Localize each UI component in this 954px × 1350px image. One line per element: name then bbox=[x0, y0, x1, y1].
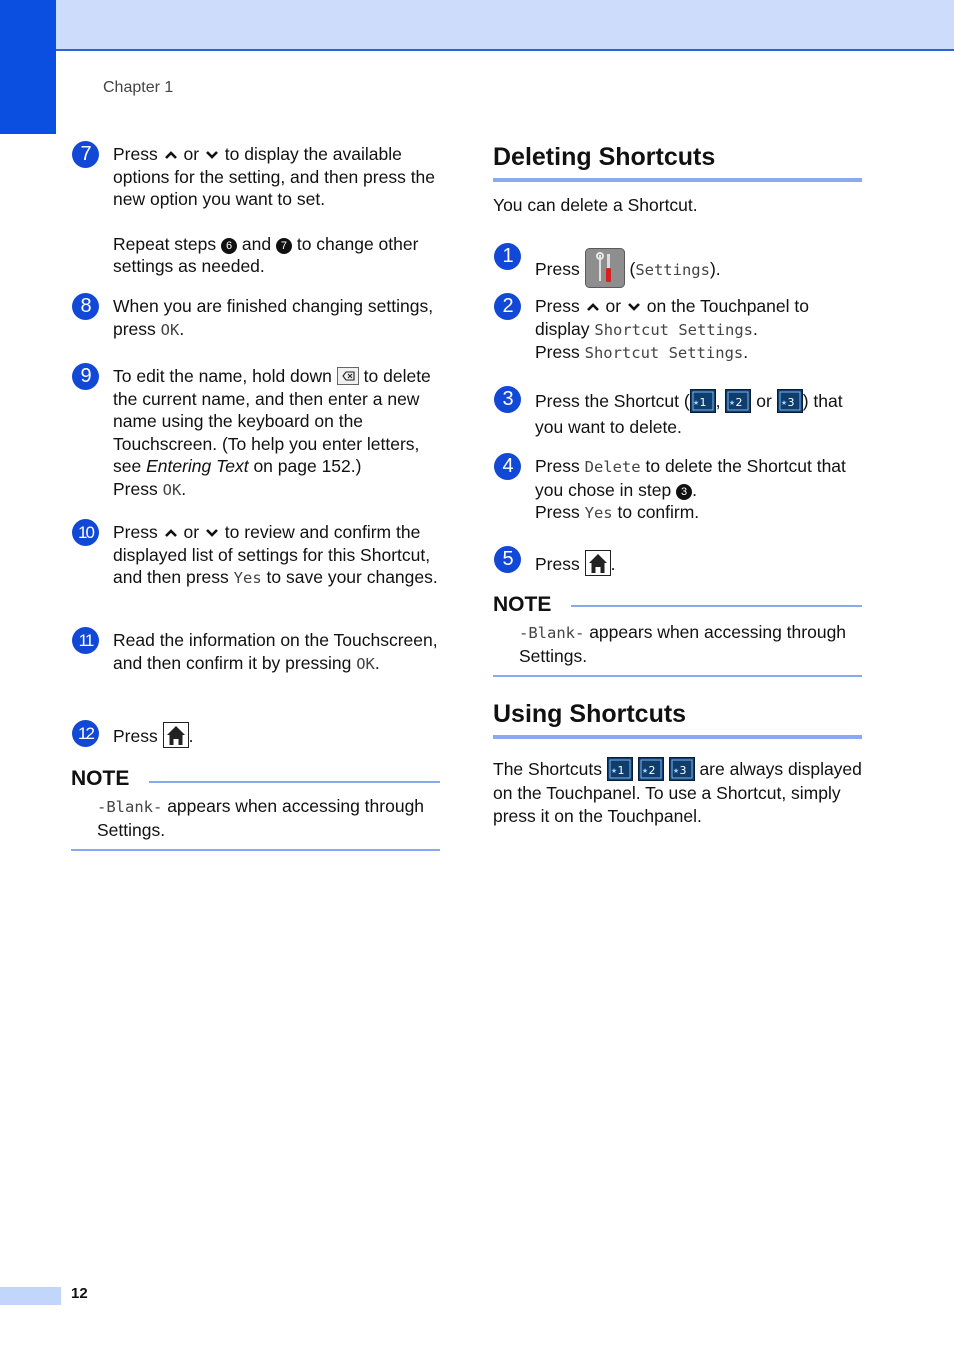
button-ref-ok: OK bbox=[160, 320, 180, 339]
blank-label: -Blank- bbox=[519, 624, 585, 642]
shortcut-2-icon bbox=[638, 757, 664, 781]
section-title-deleting: Deleting Shortcuts bbox=[493, 143, 716, 171]
step-ref: 7 bbox=[276, 238, 292, 254]
step-ref: 3 bbox=[676, 484, 692, 500]
step-number: 2 bbox=[494, 293, 521, 320]
punctuation: . bbox=[753, 318, 758, 339]
button-ref-ok: OK bbox=[356, 654, 375, 673]
step-text: or bbox=[183, 144, 200, 164]
settings-tools-icon bbox=[585, 248, 625, 288]
chapter-side-tab bbox=[0, 0, 56, 134]
step-text: and bbox=[241, 233, 272, 254]
step-text: Press bbox=[535, 259, 580, 279]
step-text: to change other settings as needed. bbox=[113, 233, 419, 276]
note-rule bbox=[571, 605, 862, 607]
section-rule bbox=[493, 735, 862, 739]
chevron-down-icon bbox=[205, 150, 219, 160]
step-text: When you are finished changing settings, press bbox=[113, 296, 434, 339]
button-ref-ok: OK bbox=[162, 480, 182, 499]
step-text: Press bbox=[535, 296, 580, 316]
svg-text:1: 1 bbox=[617, 764, 625, 777]
step-text: or bbox=[756, 391, 772, 411]
intro-text: You can delete a Shortcut. bbox=[493, 195, 698, 215]
step-text: Press bbox=[535, 342, 580, 362]
step-number: 10 bbox=[72, 519, 99, 546]
step-number: 8 bbox=[72, 293, 99, 320]
menu-label: Shortcut Settings bbox=[594, 320, 753, 339]
svg-text:1: 1 bbox=[699, 396, 707, 409]
note-title: NOTE bbox=[71, 767, 130, 790]
chapter-label: Chapter 1 bbox=[103, 79, 174, 96]
step-number: 3 bbox=[494, 386, 521, 413]
section-title-using: Using Shortcuts bbox=[493, 700, 687, 728]
section-rule bbox=[493, 178, 862, 182]
step-text: Press bbox=[113, 522, 158, 542]
home-icon bbox=[163, 722, 189, 748]
step-ref: 6 bbox=[221, 238, 237, 254]
using-text-b: are always displayed on the Touchpanel. To use a Shortcut, simply press it on the Touchpanel. bbox=[493, 759, 862, 826]
svg-text:3: 3 bbox=[679, 764, 687, 777]
button-ref-yes: Yes bbox=[233, 569, 262, 587]
shortcut-3-icon bbox=[669, 757, 695, 781]
step-number: 7 bbox=[72, 141, 99, 168]
step-text: to display the available options for the setting, and then press the new option you want to set. bbox=[113, 144, 436, 209]
punctuation: . bbox=[743, 342, 749, 362]
svg-text:2: 2 bbox=[648, 764, 656, 777]
step-number: 1 bbox=[494, 243, 521, 270]
step-text: on page 152.) bbox=[253, 456, 362, 476]
punctuation: . bbox=[692, 479, 697, 500]
step-text: Press bbox=[113, 478, 158, 499]
punctuation: . bbox=[610, 554, 616, 574]
step-number: 9 bbox=[72, 363, 99, 390]
shortcut-2-icon bbox=[725, 389, 751, 413]
step-text: To edit the name, hold down bbox=[113, 366, 332, 386]
backspace-icon bbox=[337, 367, 359, 385]
chevron-up-icon bbox=[164, 150, 178, 160]
step-text: to save your changes. bbox=[266, 567, 438, 587]
shortcut-3-icon bbox=[777, 389, 803, 413]
blank-label: -Blank- bbox=[97, 798, 163, 816]
step-text: to delete the current name, and then enter a new name using the keyboard on the Touchscreen. (To help you enter letters, see bbox=[113, 366, 431, 476]
chevron-down-icon bbox=[205, 528, 219, 538]
step-text: ) that you want to delete. bbox=[535, 391, 843, 437]
note-title: NOTE bbox=[493, 593, 552, 616]
step-text: to delete the Shortcut that you chose in step bbox=[535, 456, 846, 500]
step-text: Press bbox=[113, 726, 158, 746]
step-text: to review and confirm the displayed list of settings for this Shortcut, and then press bbox=[113, 522, 431, 587]
note-text bbox=[519, 621, 859, 667]
svg-text:★: ★ bbox=[692, 400, 699, 407]
step-text: , bbox=[715, 391, 721, 411]
svg-text:★: ★ bbox=[610, 768, 617, 775]
delete-label: Delete bbox=[584, 458, 641, 476]
shortcut-1-icon bbox=[607, 757, 633, 781]
step-number: 12 bbox=[72, 720, 99, 747]
svg-text:3: 3 bbox=[787, 396, 795, 409]
punctuation: . bbox=[374, 652, 380, 673]
svg-text:★: ★ bbox=[641, 768, 648, 775]
step-text: Press bbox=[535, 456, 580, 476]
step-number: 5 bbox=[494, 546, 521, 573]
using-text bbox=[493, 757, 863, 829]
step-number: 11 bbox=[72, 627, 99, 654]
punctuation: . bbox=[181, 478, 187, 499]
note-body: appears when accessing through Settings. bbox=[97, 796, 425, 840]
note-text bbox=[97, 795, 437, 841]
menu-label: Shortcut Settings bbox=[584, 344, 744, 362]
step-text: or bbox=[605, 296, 622, 316]
note-bottom-rule bbox=[493, 675, 862, 677]
step-text: Read the information on the Touchscreen, and then confirm it by pressing bbox=[113, 630, 438, 673]
step-text: Press bbox=[535, 554, 580, 574]
step-text: ). bbox=[709, 259, 721, 279]
chevron-up-icon bbox=[164, 528, 178, 538]
step-text: on the Touchpanel to display bbox=[535, 296, 809, 339]
svg-text:★: ★ bbox=[780, 400, 787, 407]
step-text: or bbox=[183, 522, 200, 542]
note-body: appears when accessing through Settings. bbox=[519, 622, 847, 666]
using-text-a: The Shortcuts bbox=[493, 759, 602, 779]
step-text: Press bbox=[535, 502, 580, 522]
svg-text:★: ★ bbox=[729, 400, 736, 407]
punctuation: . bbox=[188, 726, 194, 746]
step-text: Press bbox=[113, 144, 158, 164]
step-text: ( bbox=[629, 259, 636, 279]
svg-text:2: 2 bbox=[735, 396, 743, 409]
step-text: to confirm. bbox=[617, 502, 700, 522]
note-rule bbox=[149, 781, 440, 783]
page-number-tab bbox=[0, 1287, 61, 1305]
step-number: 4 bbox=[494, 453, 521, 480]
chevron-down-icon bbox=[627, 302, 641, 312]
settings-label: Settings bbox=[635, 261, 710, 279]
step-text: Repeat steps bbox=[113, 233, 217, 254]
shortcut-1-icon bbox=[690, 389, 716, 413]
yes-label: Yes bbox=[584, 504, 613, 522]
page-number: 12 bbox=[71, 1285, 88, 1302]
header-band bbox=[0, 0, 954, 51]
step-text: Press the Shortcut ( bbox=[535, 391, 690, 411]
note-bottom-rule bbox=[71, 849, 440, 851]
cross-reference: Entering Text bbox=[146, 456, 249, 476]
chevron-up-icon bbox=[586, 302, 600, 312]
home-icon bbox=[585, 550, 611, 576]
punctuation: . bbox=[179, 318, 185, 339]
svg-text:★: ★ bbox=[672, 768, 679, 775]
